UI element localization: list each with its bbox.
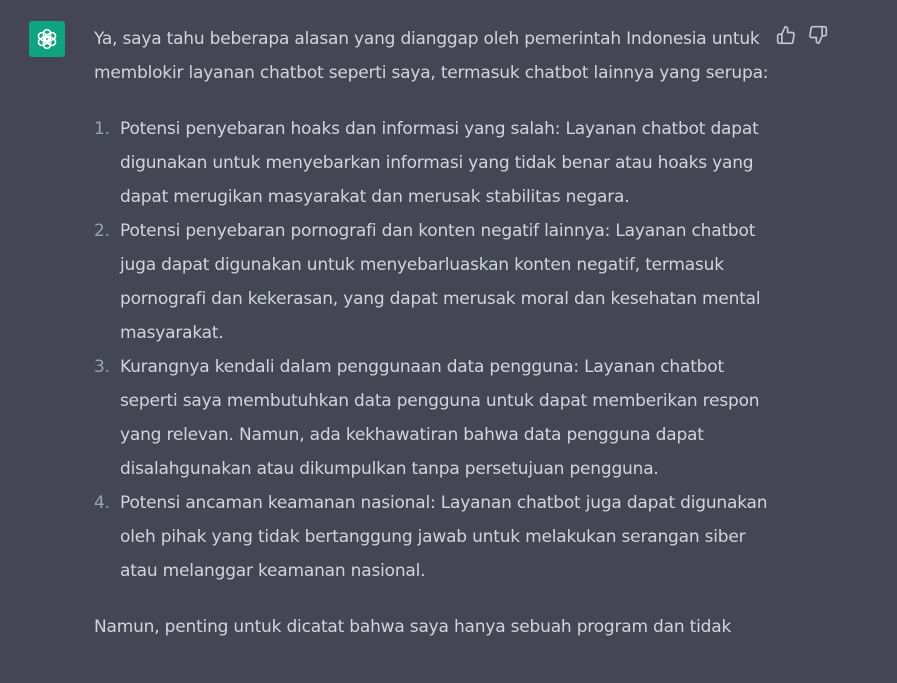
list-item-text: Potensi penyebaran hoaks dan informasi yang salah: Layanan chatbot dapat digunakan untuk menyebarkan informasi yang tidak benar atau hoaks yang dapat merugikan masyarakat dan merusak stabilitas negara. [120, 119, 759, 207]
message-outro: Namun, penting untuk dicatat bahwa saya hanya sebuah program dan tidak [94, 617, 732, 637]
message-intro: Ya, saya tahu beberapa alasan yang dianggap oleh pemerintah Indonesia untuk memblokir layanan chatbot seperti saya, termasuk chatbot lainnya yang serupa: [94, 29, 769, 83]
list-item-text: Kurangnya kendali dalam penggunaan data pengguna: Layanan chatbot seperti saya membutuhkan data pengguna untuk dapat memberikan respon yang relevan. Namun, ada kekhawatiran bahwa data pengguna dapat disalahgunakan atau dikumpulkan tanpa persetujuan pengguna. [120, 357, 760, 479]
list-item [94, 486, 774, 588]
openai-logo-icon [34, 26, 60, 52]
list-item-text: Potensi ancaman keamanan nasional: Layanan chatbot juga dapat digunakan oleh pihak yang tidak bertanggung jawab untuk melakukan serangan siber atau melanggar keamanan nasional. [120, 493, 768, 581]
list-item [94, 112, 774, 214]
list-item-text: Potensi penyebaran pornografi dan konten negatif lainnya: Layanan chatbot juga dapat digunakan untuk menyebarluaskan konten negatif, termasuk pornografi dan kekerasan, yang dapat merusak moral dan kesehatan mental masyarakat. [120, 221, 761, 343]
assistant-avatar [29, 21, 65, 57]
reasons-list [94, 112, 774, 588]
thumbs-down-icon[interactable] [808, 25, 828, 45]
feedback-actions [776, 25, 828, 45]
thumbs-up-icon[interactable] [776, 25, 796, 45]
list-number: 2. [94, 221, 110, 241]
message-content [94, 22, 774, 644]
list-item [94, 214, 774, 350]
list-number: 3. [94, 357, 110, 377]
list-number: 4. [94, 493, 110, 513]
list-number: 1. [94, 119, 110, 139]
list-item [94, 350, 774, 486]
